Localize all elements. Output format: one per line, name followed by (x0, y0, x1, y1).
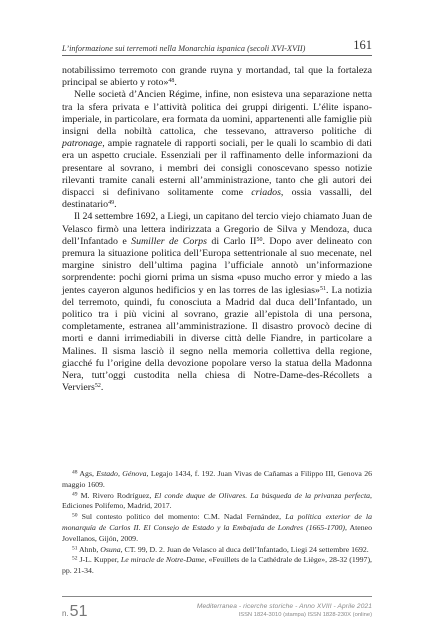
journal-info (197, 603, 372, 618)
footnote-ref-48[interactable]: 48 (168, 78, 175, 85)
main-text (62, 65, 372, 394)
footnote-ref-50[interactable]: 50 (256, 236, 263, 243)
page-number: 161 (353, 38, 372, 52)
paragraph-2: Nelle società d’Ancien Régime, infine, non esisteva una separazione netta tra la sfera privata e l’attività politica dei gruppi dirigenti. L’élite ispano-imperiale, in particolare, era formata da uomini, appartenenti alle famiglie più insigni della nobiltà cattolica, che tessevano, attraverso politiche di patronage, ampie ragnatele di rapporti sociali, per le quali lo scambio di dati era un aspetto cruciale. Essenziali per il raffinamento delle informazioni da presentare al sovrano, i membri dei consigli conoscevano spesso notizie rilevanti tramite canali esterni all’amministrazione, tanto che gli autori dei dispacci si definivano solitamente come criados, ossia vassalli, del destinatario$^{49}$. (62, 89, 372, 211)
running-title: L’informazione sui terremoti nella Monarchia ispanica (secoli XVI-XVII) (62, 44, 306, 53)
footer-rule (62, 596, 372, 597)
paragraph-1: notabilissimo terremoto con grande ruyna y mortandad, tal que la fortaleza principal se abierto y roto»$^{48}$. (62, 65, 372, 89)
issue-marker (62, 604, 87, 620)
issue-number: 51 (69, 603, 88, 620)
issue-prefix: n. (62, 609, 69, 618)
paragraph-3: Il 24 settembre 1692, a Liegi, un capitano del tercio viejo chiamato Juan de Velasco firmò una lettera indirizzata a Gregorio de Silva y Mendoza, duca dell’Infantado e Sumiller de Corps di Carlo II$^{50}$. Dopo aver delineato con premura la situazione politica dell’Europa settentrionale al suo mecenate, nel margine sinistro dell’ultima pagina l’ufficiale annotò un’informazione sorprendente: pochi giorni prima un sisma «puso mucho error y miedo a las jentes cayeron algunos hedificios y en las torres de las iglesias»$^{51}$. La notizia del terremoto, quindi, fu conosciuta a Madrid dal duca dell’Infantado, un politico tra i più vicini al sovrano, grazie all’epistola di una persona, completamente, estranea all’amministrazione. Il disastro provocò decine di morti e danni irrimediabili in diverse città delle Fiandre, in particolare a Malines. Il sisma lasciò il segno nella memoria collettiva della regione, giacché fu l’origine della devozione popolare verso la statua della Madonna Nera, tutt’oggi custodita nella chiesa di Notre-Dame-des-Récollets a Verviers$^{52}$. (62, 211, 372, 394)
footnotes (62, 469, 372, 577)
issn-line: ISSN 1824-3010 (stampa) ISSN 1828-230X (online) (238, 612, 372, 618)
footnote-49: $^{49}$ M. Rivero Rodríguez, El conde duque de Olivares. La búsqueda de la privanza perfecta, Ediciones Polifemo, Madrid, 2017. (62, 490, 372, 511)
footnote-50: $^{50}$ Sul contesto politico del momento: C.M. Nadal Fernández, La política exterior de la monarquía de Carlos II. El Consejo de Estado y la Embajada de Londres (1665-1700), Ateneo Jovellanos, Gijón, 2009. (62, 512, 372, 543)
footnote-ref-51[interactable]: 51 (319, 285, 326, 292)
footnote-ref-49[interactable]: 49 (108, 200, 115, 207)
footnote-52: $^{52}$ J-L. Kupper, Le miracle de Notre-Dame, «Feuillets de la Cathédrale de Liège», 28-32 (1997), pp. 21-34. (62, 555, 372, 576)
footnote-51: $^{51}$ Ahnb, Osuna, CT. 99, D. 2. Juan de Velasco al duca dell’Infantado, Liegi 24 settembre 1692. (72, 544, 369, 554)
running-header (62, 33, 372, 53)
footnote-48: $^{48}$ Ags, Estado, Génova, Legajo 1434, f. 192. Juan Vivas de Cañamas a Filippo III, Genova 26 maggio 1609. (62, 469, 372, 489)
footnote-ref-52[interactable]: 52 (94, 383, 101, 390)
header-rule (62, 55, 372, 56)
journal-title: Mediterranea - ricerche storiche - Anno XVIII - Aprile 2021 (196, 603, 372, 610)
